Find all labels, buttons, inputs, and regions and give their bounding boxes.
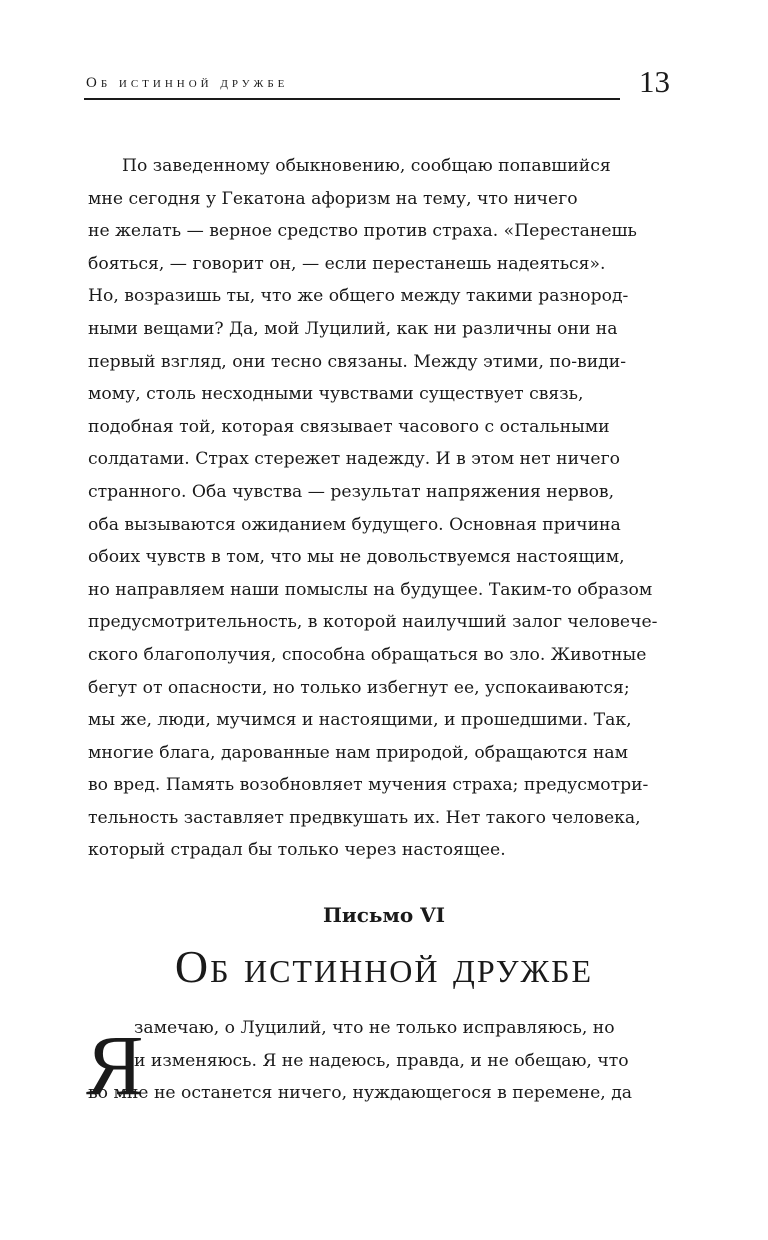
text-line: бояться, — говорит он, — если перестанешь надеяться». (88, 253, 606, 274)
text-line: подобная той, которая связывает часового с остальными (88, 416, 610, 437)
text-line: но направляем наши помыслы на будущее. Таким-то образом (88, 579, 653, 600)
text-line: и изменяюсь. Я не надеюсь, правда, и не обещаю, что (134, 1050, 629, 1071)
text-line: не желать — верное средство против страха. «Перестанешь (88, 221, 637, 242)
text-line: замечаю, о Луцилий, что не только исправляюсь, но (134, 1018, 615, 1038)
letter-text (86, 1012, 678, 1113)
body-text (88, 150, 678, 867)
text-line: ными вещами? Да, мой Луцилий, как ни различны они на (88, 318, 618, 339)
letter-number: Письмо VI (322, 903, 446, 927)
page-number: 13 (639, 64, 670, 99)
text-line: Но, возразишь ты, что же общего между такими разнород- (88, 286, 629, 307)
running-head: Об истинной дружбе (86, 75, 289, 91)
text-line: мому, столь несходными чувствами существует связь, (88, 384, 584, 405)
text-line: По заведенному обыкновению, сообщаю попавшийся (122, 156, 611, 176)
text-line: во вред. Память возобновляет мучения страха; предусмотри- (88, 775, 649, 796)
text-line: солдатами. Страх стережет надежду. И в этом нет ничего (88, 449, 620, 470)
text-line: ского благополучия, способна обращаться во зло. Животные (88, 644, 647, 665)
letter-title: Об истинной дружбе (174, 941, 594, 992)
text-line: тельность заставляет предвкушать их. Нет такого человека, (88, 807, 641, 828)
text-line: который страдал бы только через настоящее. (88, 840, 506, 861)
text-line: многие блага, дарованные нам природой, обращаются нам (88, 742, 629, 763)
text-line: оба вызываются ожиданием будущего. Основная причина (88, 514, 621, 535)
text-line: мне сегодня у Гекатона афоризм на тему, что ничего (88, 188, 578, 209)
text-line: бегут от опасности, но только избегнут ее, успокаиваются; (88, 677, 630, 698)
text-line: мы же, люди, мучимся и настоящими, и прошедшими. Так, (88, 710, 632, 731)
drop-cap: Я (86, 1017, 144, 1113)
header-rule (84, 98, 620, 100)
text-line: странного. Оба чувства — результат напряжения нервов, (88, 481, 615, 502)
text-line: во мне не останется ничего, нуждающегося в перемене, да (88, 1083, 633, 1104)
text-line: первый взгляд, они тесно связаны. Между этими, по-види- (88, 351, 627, 372)
text-line: предусмотрительность, в которой наилучший залог человече- (88, 612, 658, 633)
text-line: обоих чувств в том, что мы не довольствуемся настоящим, (88, 547, 625, 568)
